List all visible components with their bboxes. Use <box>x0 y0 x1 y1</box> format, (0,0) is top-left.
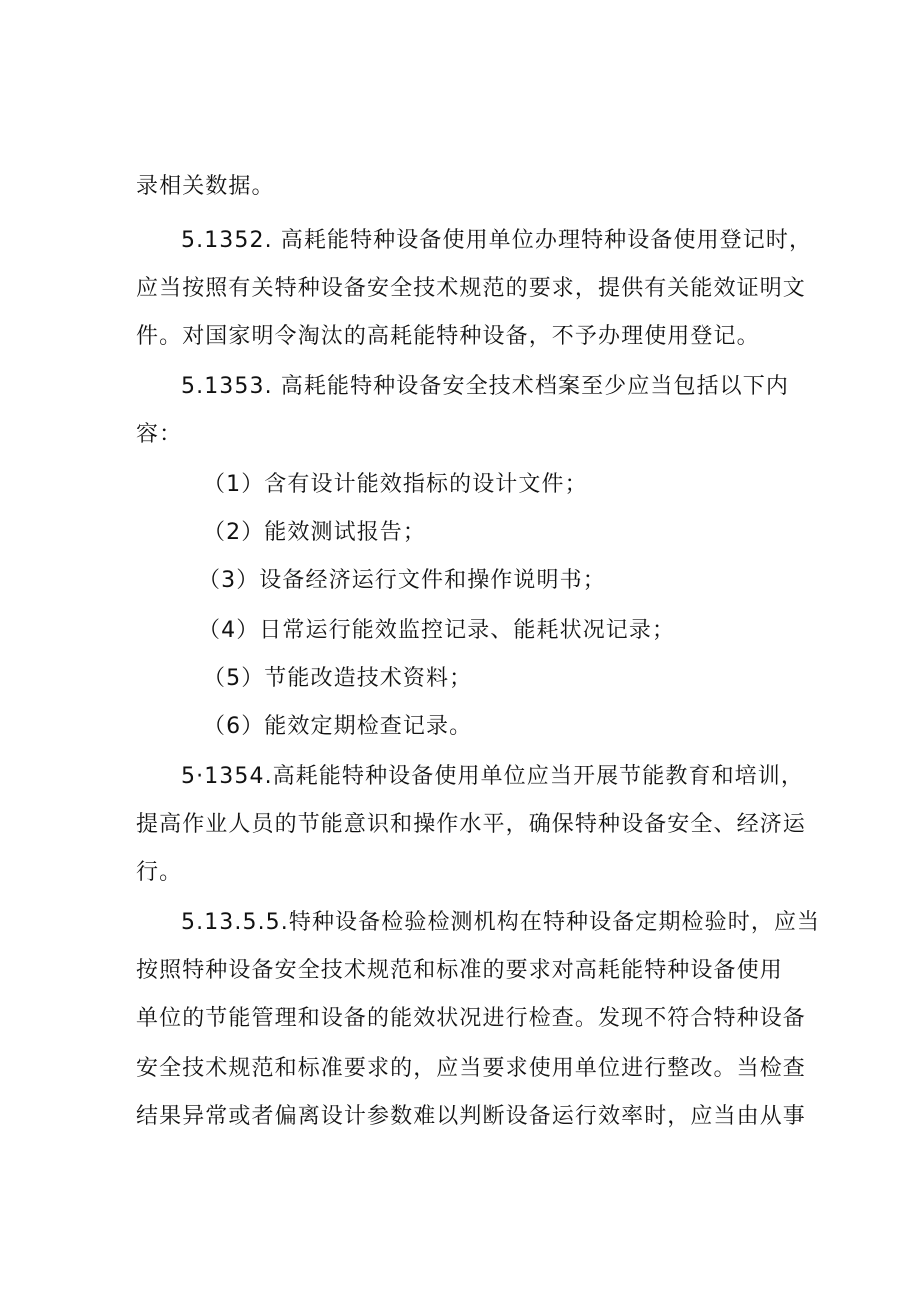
text-line: 结果异常或者偏离设计参数难以判断设备运行效率时，应当由从事 <box>136 1104 806 1129</box>
text-line: 录相关数据。 <box>136 174 275 199</box>
list-item-3: （3）设备经济运行文件和操作说明书； <box>198 568 606 593</box>
text-line: 按照特种设备安全技术规范和标准的要求对高耗能特种设备使用 <box>136 958 783 983</box>
section-5-1352-heading-line: 5.1352. 高耗能特种设备使用单位办理特种设备使用登记时， <box>181 228 813 253</box>
text-line: 行。 <box>136 860 183 885</box>
text-line: 容： <box>136 422 183 447</box>
text-line: 件。对国家明令淘汰的高耗能特种设备，不予办理使用登记。 <box>136 324 760 349</box>
text-line: 提高作业人员的节能意识和操作水平，确保特种设备安全、经济运 <box>136 812 806 837</box>
list-item-2: （2）能效测试报告； <box>203 520 426 545</box>
list-item-6: （6）能效定期检查记录。 <box>203 714 473 739</box>
list-item-1: （1）含有设计能效指标的设计文件； <box>203 472 588 497</box>
text-line: 单位的节能管理和设备的能效状况进行检查。发现不符合特种设备 <box>136 1006 806 1031</box>
section-5-1353-heading-line: 5.1353. 高耗能特种设备安全技术档案至少应当包括以下内 <box>181 374 789 399</box>
list-item-4: （4）日常运行能效监控记录、能耗状况记录； <box>198 618 676 643</box>
text-line: 安全技术规范和标准要求的，应当要求使用单位进行整改。当检查 <box>136 1056 806 1081</box>
section-5-1354-heading-line: 5·1354.高耗能特种设备使用单位应当开展节能教育和培训， <box>181 764 804 789</box>
text-line: 应当按照有关特种设备安全技术规范的要求，提供有关能效证明文 <box>136 276 806 301</box>
section-5-13-5-5-heading-line: 5.13.5.5.特种设备检验检测机构在特种设备定期检验时，应当 <box>181 910 821 935</box>
list-item-5: （5）节能改造技术资料； <box>203 666 473 691</box>
